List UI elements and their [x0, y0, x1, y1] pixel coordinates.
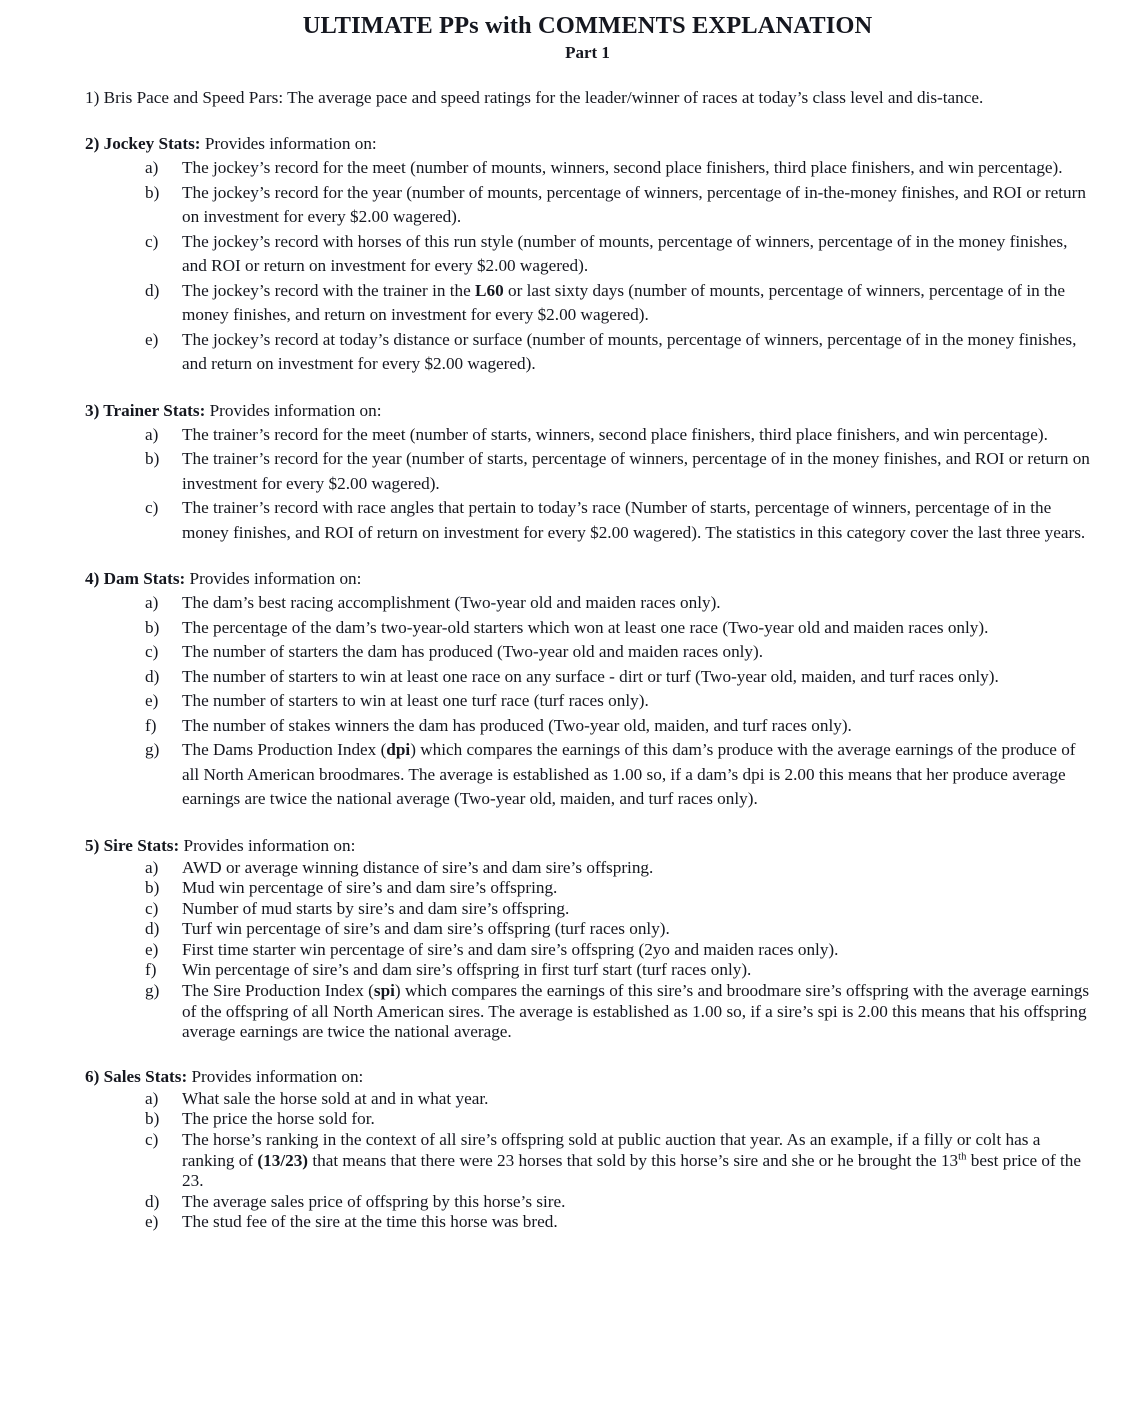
list-item-text: The trainer’s record with race angles that pertain to today’s race (Number of starts, percentage of winners, percentage of in the money finishes, and ROI of return on investment for every $2.00 wagered). The statistics in this category cover the last three years. [182, 498, 1086, 542]
list-item-marker: f) [145, 715, 157, 735]
section-heading-text: The average pace and speed ratings for the leader/winner of races at today’s class level and dis-tance. [283, 88, 984, 107]
list-item-text: Turf win percentage of sire’s and dam sire’s offspring (turf races only). [182, 919, 670, 939]
section-heading [85, 1065, 1090, 1089]
list-item-text: What sale the horse sold at and in what year. [182, 1088, 489, 1108]
list-item-marker: e) [145, 939, 159, 959]
list-item-text: The percentage of the dam’s two-year-old starters which won at least one race (Two-year old and maiden races only). [182, 617, 989, 637]
section-label: 1) Bris Pace and Speed Pars: [85, 88, 284, 107]
list-item-text: The stud fee of the sire at the time this horse was bred. [182, 1212, 558, 1232]
list-item [85, 230, 1090, 279]
list-item [85, 665, 1090, 690]
section-heading [85, 834, 1090, 858]
section [85, 834, 1090, 1043]
section [85, 567, 1090, 812]
section [85, 86, 1090, 110]
list-item [85, 940, 1090, 961]
list-item-marker: b) [145, 617, 160, 637]
section [85, 132, 1090, 377]
list-item-text: The number of starters the dam has produced (Two-year old and maiden races only). [182, 642, 764, 661]
section [85, 1065, 1090, 1233]
section-label: 4) Dam Stats: [85, 569, 186, 588]
emphasized-term: spi [373, 981, 395, 1001]
list-item-marker: b) [145, 182, 160, 202]
list-item [85, 858, 1090, 879]
section-item-list [85, 1089, 1090, 1233]
list-item-text: The jockey’s record at today’s distance or surface (number of mounts, percentage of winners, percentage of in the money finishes, and return on investment for every $2.00 wagered). [182, 329, 1077, 373]
section-heading-text: Provides information on: [187, 1066, 364, 1086]
list-item [85, 640, 1090, 665]
list-item [85, 981, 1090, 1043]
section-item-list [85, 858, 1090, 1043]
list-item-marker: c) [145, 498, 159, 517]
list-item-text: The trainer’s record for the year (number of starts, percentage of winners, percentage of in the money finishes, and ROI or return on investment for every $2.00 wagered). [182, 449, 1090, 493]
list-item-marker: f) [145, 960, 157, 980]
section-heading-text: Provides information on: [200, 134, 377, 153]
list-item-text: The price the horse sold for. [182, 1109, 375, 1129]
list-item-marker: c) [145, 1130, 159, 1150]
list-item [85, 328, 1090, 377]
section-heading-text: Provides information on: [179, 835, 356, 855]
section-label: 6) Sales Stats: [85, 1066, 188, 1086]
section-item-list [85, 423, 1090, 546]
list-item [85, 1089, 1090, 1110]
emphasized-term: dpi [386, 740, 411, 759]
emphasized-term: (13/23) [257, 1150, 309, 1170]
list-item-marker: d) [145, 919, 160, 939]
list-item [85, 689, 1090, 714]
list-item [85, 496, 1090, 545]
list-item-marker: d) [145, 280, 160, 300]
list-item [85, 279, 1090, 328]
section-item-list [85, 591, 1090, 812]
list-item-text: Number of mud starts by sire’s and dam sire’s offspring. [182, 898, 570, 918]
list-item [85, 156, 1090, 181]
section-heading-text: Provides information on: [205, 400, 382, 420]
ordinal-suffix: th [958, 1150, 967, 1162]
list-item-text: The jockey’s record with horses of this run style (number of mounts, percentage of winners, percentage of in the money finishes, and ROI or return on investment for every $2.00 wagered). [182, 231, 1068, 275]
section [85, 399, 1090, 546]
section-label: 3) Trainer Stats: [85, 400, 206, 420]
list-item-text: The average sales price of offspring by this horse’s sire. [182, 1191, 566, 1211]
list-item-marker: a) [145, 424, 159, 444]
page-subtitle: Part 1 [565, 43, 610, 62]
section-heading-text: Provides information on: [185, 569, 362, 588]
list-item-marker: e) [145, 691, 159, 710]
list-item-text: The Dams Production Index (dpi) which compares the earnings of this dam’s produce with the average earnings of the produce of all North American broodmares. The average is established as 1.00 so, if a dam’s dpi is 2.00 this means that her produce average earnings are twice the national average (Two-year old, maiden, and turf races only). [182, 740, 1076, 808]
list-item [85, 591, 1090, 616]
section-label: 5) Sire Stats: [85, 835, 180, 855]
list-item-text: The number of starters to win at least one race on any surface - dirt or turf (Two-year old, maiden, and turf races only). [182, 666, 999, 686]
list-item-marker: a) [145, 593, 159, 612]
list-item-marker: a) [145, 158, 159, 177]
list-item [85, 899, 1090, 920]
list-item [85, 181, 1090, 230]
list-item-text: The jockey’s record for the meet (number of mounts, winners, second place finishers, third place finishers, and win percentage). [182, 158, 1063, 177]
section-heading [85, 132, 1090, 156]
list-item-marker: g) [145, 981, 160, 1001]
list-item-marker: a) [145, 1088, 159, 1108]
list-item [85, 1212, 1090, 1233]
list-item [85, 919, 1090, 940]
list-item-text: AWD or average winning distance of sire’s and dam sire’s offspring. [182, 857, 654, 877]
page-title: ULTIMATE PPs with COMMENTS EXPLANATION [302, 12, 873, 39]
list-item-text: The jockey’s record for the year (number of mounts, percentage of winners, percentage of in-the-money finishes, and ROI or return on investment for every $2.00 wagered). [182, 182, 1086, 226]
list-item-text: Win percentage of sire’s and dam sire’s offspring in first turf start (turf races only). [182, 960, 752, 980]
list-item-marker: a) [145, 857, 159, 877]
section-heading [85, 567, 1090, 591]
list-item-text: The number of starters to win at least one turf race (turf races only). [182, 691, 649, 710]
list-item [85, 878, 1090, 899]
list-item [85, 960, 1090, 981]
list-item-marker: c) [145, 898, 159, 918]
list-item-marker: d) [145, 1191, 160, 1211]
section-item-list [85, 156, 1090, 377]
list-item-marker: b) [145, 1109, 160, 1129]
list-item-marker: e) [145, 329, 159, 349]
emphasized-term: L60 [475, 280, 504, 300]
list-item [85, 1109, 1090, 1130]
list-item [85, 1192, 1090, 1213]
section-heading [85, 399, 1090, 423]
sections-container [85, 86, 1090, 1233]
list-item [85, 1130, 1090, 1192]
list-item-marker: d) [145, 666, 160, 686]
list-item-text: Mud win percentage of sire’s and dam sire’s offspring. [182, 878, 558, 898]
list-item-text: The jockey’s record with the trainer in the L60 or last sixty days (number of mounts, percentage of winners, percentage of in the money finishes, and return on investment for every $2.00 wagered). [182, 280, 1065, 324]
list-item [85, 714, 1090, 739]
list-item-text: The horse’s ranking in the context of all sire’s offspring sold at public auction that year. As an example, if a filly or colt has a ranking of (13/23) that means that there were 23 horses that sold by this horse’s sire and she or he brought the 13th best price of the 23. [182, 1130, 1081, 1191]
list-item-text: First time starter win percentage of sire’s and dam sire’s offspring (2yo and maiden races only). [182, 939, 839, 959]
section-label: 2) Jockey Stats: [85, 134, 201, 153]
list-item [85, 447, 1090, 496]
list-item-marker: c) [145, 231, 159, 251]
list-item [85, 738, 1090, 812]
list-item-marker: g) [145, 740, 160, 759]
section-heading [85, 86, 1090, 110]
list-item [85, 423, 1090, 448]
list-item-marker: c) [145, 642, 159, 661]
list-item-marker: e) [145, 1212, 159, 1232]
list-item-text: The number of stakes winners the dam has produced (Two-year old, maiden, and turf races only). [182, 715, 852, 735]
list-item-text: The dam’s best racing accomplishment (Two-year old and maiden races only). [182, 593, 721, 612]
list-item-text: The trainer’s record for the meet (number of starts, winners, second place finishers, third place finishers, and win percentage). [182, 424, 1048, 444]
list-item-text: The Sire Production Index (spi) which compares the earnings of this sire’s and broodmare sire’s offspring with the average earnings of the offspring of all North American sires. The average is established as 1.00 so, if a sire’s spi is 2.00 this means that his offspring average earnings are twice the national average. [182, 981, 1090, 1042]
list-item-marker: b) [145, 449, 160, 468]
list-item [85, 616, 1090, 641]
list-item-marker: b) [145, 878, 160, 898]
